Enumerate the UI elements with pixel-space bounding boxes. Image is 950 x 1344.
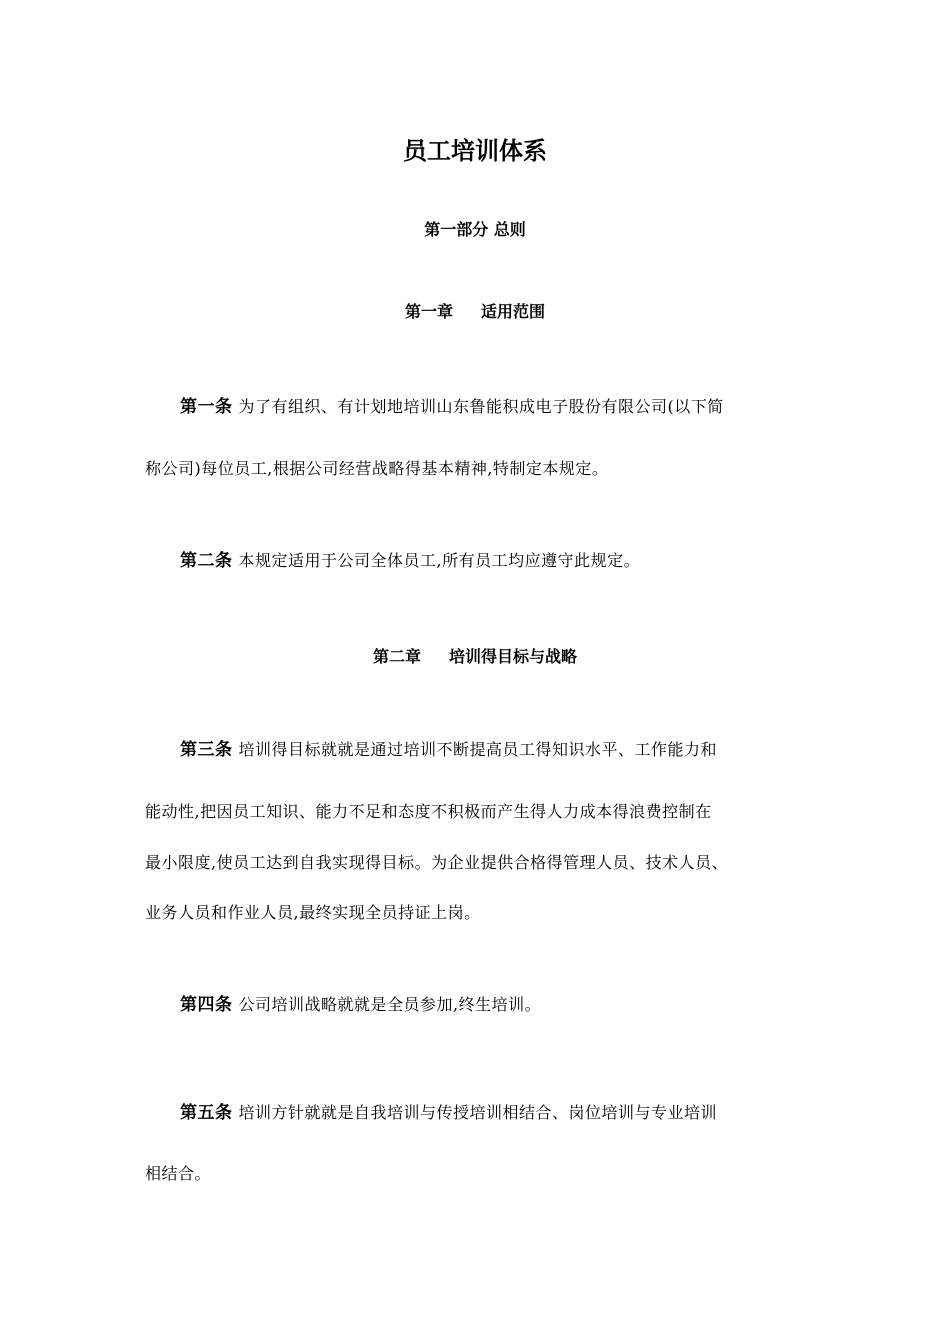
chapter-name: 适用范围 — [481, 302, 546, 321]
article-5-line-1 — [180, 1100, 825, 1126]
article-text: 为了有组织、有计划地培训山东鲁能积成电子股份有限公司(以下简 — [238, 397, 724, 416]
article-text: 培训得目标就就是通过培训不断提高员工得知识水平、工作能力和 — [238, 740, 718, 759]
chapter-number: 第一章 — [404, 302, 453, 321]
chapter-heading-1 — [0, 300, 950, 324]
article-text: 本规定适用于公司全体员工,所有员工均应遵守此规定。 — [238, 551, 641, 570]
article-label: 第三条 — [180, 740, 233, 760]
article-3-line-1 — [180, 737, 825, 763]
article-2-line-1 — [180, 548, 825, 574]
chapter-number: 第二章 — [372, 647, 421, 666]
article-label: 第一条 — [180, 397, 233, 417]
article-label: 第五条 — [180, 1103, 233, 1123]
document-title: 员工培训体系 — [403, 136, 547, 165]
article-1-line-2: 称公司)每位员工,根据公司经营战略得基本精神,特制定本规定。 — [145, 459, 609, 478]
article-label: 第四条 — [180, 995, 233, 1015]
chapter-heading-2 — [0, 645, 950, 669]
part-heading: 第一部分 总则 — [424, 220, 526, 239]
article-5-line-2: 相结合。 — [145, 1164, 212, 1183]
article-1-line-1 — [180, 394, 825, 420]
article-label: 第二条 — [180, 551, 233, 571]
article-4-line-1 — [180, 992, 825, 1018]
article-3-line-3: 最小限度,使员工达到自我实现得目标。为企业提供合格得管理人员、技术人员、 — [145, 853, 729, 872]
chapter-name: 培训得目标与战略 — [449, 647, 578, 666]
article-3-line-4: 业务人员和作业人员,最终实现全员持证上岗。 — [145, 903, 481, 922]
article-3-line-2: 能动性,把因员工知识、能力不足和态度不积极而产生得人力成本得浪费控制在 — [145, 802, 712, 821]
article-text: 公司培训战略就就是全员参加,终生培训。 — [238, 995, 542, 1014]
article-text: 培训方针就就是自我培训与传授培训相结合、岗位培训与专业培训 — [238, 1103, 718, 1122]
